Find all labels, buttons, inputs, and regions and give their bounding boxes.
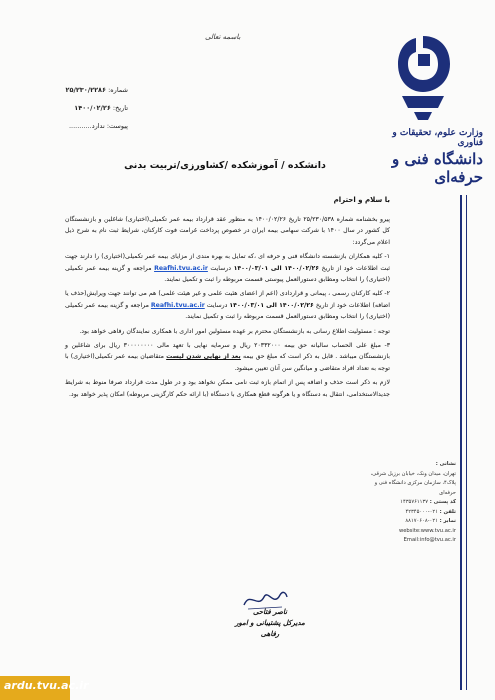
header-invocation: باسمه تعالی — [205, 33, 241, 41]
phone-number: ۰۲۱-۴۲۳۴۵۰۰۰ — [405, 508, 438, 515]
intro-paragraph: پیرو بخشنامه شماره ۲۵/۲۳۰/۵۳۸ تاریخ ۱۴۰۰/۰۲/۲۶ به منظور عقد قرارداد بیمه عمر تکمیلی(اختیاری) شاغلین و بازنشستگان کل کشور در سال ۱۴۰۰ با شرکت سهامی بیمه ایران در خصوص پرداخت غرامت فوت کارکنان، شرایط ثبت نام به شرح ذیل اعلام می‌گردد: — [65, 216, 391, 246]
item-2-from: ۱۴۰۰/۰۲/۲۶ الی — [266, 301, 314, 309]
signer-name: ناصر فتاحی — [252, 607, 288, 616]
number-label: شماره: — [108, 86, 128, 94]
item-2-site-text: درسایت — [204, 301, 230, 309]
number-value: ۲۵/۲۳۰/۲۲۸۶ — [65, 86, 106, 94]
postal-label: کد پستی : — [429, 499, 456, 505]
item-1-rest: مراجعه و گزینه بیمه عمر تکمیلی (اختیاری) را انتخاب ومطابق دستورالعمل پیوستی قسمت مربوطه را ثبت و تکمیل نمایند. — [65, 264, 390, 284]
fax-label: نمابر : — [439, 518, 456, 524]
item-2-rest: مراجعه و گزینه بیمه عمر تکمیلی (اختیاری) را انتخاب ومطابق دستورالعمل قسمت مربوطه را ثبت و تکمیل نمایند. — [65, 301, 390, 321]
item-2-to: ۱۴۰۰/۰۳/۰۱ — [229, 301, 265, 309]
item-3-underlined: بعد از نهایی شدن لیست — [166, 353, 241, 361]
university-logo-icon — [392, 30, 454, 122]
email-text: Email:info@tvu.ac.ir — [403, 537, 456, 543]
phone-label: تلفن : — [439, 508, 456, 515]
letter-number — [18, 86, 128, 94]
watermark-badge — [0, 676, 89, 700]
side-divider — [460, 195, 462, 690]
attachment-label: پیوست: — [106, 122, 128, 130]
item-1-text: ۱- کلیه همکاران بازنشسته دانشگاه فنی و حرفه ای ،که تمایل به بهره مندی از مزایای بیمه عمر تکمیلی(اختیاری) را دارند جهت ثبت اطلاعات خود از تاریخ — [65, 253, 390, 272]
website-text: website:www.tvu.ac.ir — [398, 527, 456, 534]
letter-meta — [18, 86, 128, 140]
signer-title: مدیرکل پشتیبانی و امور رفاهی — [235, 618, 305, 638]
letter-recipient: دانشکده / آموزشکده /کشاورزی/تربیت بدنی — [124, 160, 326, 171]
university-name: دانشگاه فنی و حرفه‌ای — [391, 150, 483, 186]
reafhi-link-2[interactable]: Reafhi.tvu.ac.ir — [150, 301, 205, 309]
date-value: ۱۴۰۰/۰۲/۲۶ — [74, 104, 111, 112]
item-2 — [65, 288, 390, 322]
item-1-from: ۱۴۰۰/۰۲/۲۶ الی — [270, 264, 320, 272]
date-label: تاریخ: — [112, 104, 128, 112]
closing-paragraph: لازم به ذکر است حذف و اضافه پس از اتمام بازه ثبت نامی ممکن نخواهد بود و در طول مدت قرارداد صرفا منوط به شرایط جدیدالاستخدامی، انتقال به دستگاه و یا هرگونه قطع همکاری با دستگاه (با ارائه حکم کارگزینی مربوطه) امکان پذیر خواهد بود. — [65, 379, 390, 398]
item-3-rest: متقاضیان بیمه عمر تکمیلی(اختیاری) با توجه به تعداد افراد متقاضی و میانگین سن آنان تعیین میشود. — [65, 353, 390, 372]
attachment-value: ندارد........... — [68, 122, 105, 130]
address-text: تهران، میدان ونک، خیابان برزیل شرقی، پلاک۴، سازمان مرکزی دانشگاه فنی و حرفه‌ای — [370, 470, 456, 496]
item-3-text: ۳- مبلغ علی الحساب سالیانه حق بیمه ۲۰۳۳۲۰۰۰ ریال و سرمایه نهایی با تعهد مالی ۳۰۰۰۰۰۰۰۰ ریال برای شاغلین و بازنشستگان میباشد . قابل به ذکر است که مبلغ حق بیمه — [65, 342, 391, 361]
letter-greeting: با سلام و احترام — [333, 196, 390, 204]
ministry-name: وزارت علوم، تحقیقات و فناوری — [392, 128, 483, 148]
address-label: نشانی : — [435, 461, 456, 467]
letter-attachment — [18, 122, 128, 130]
ministry-block — [365, 128, 483, 186]
letter-body — [65, 214, 390, 403]
item-1-site-text: درسایت — [207, 264, 234, 272]
item-3 — [65, 340, 390, 374]
reafhi-link-1[interactable]: Reafhi.tvu.ac.ir — [154, 264, 208, 272]
item-1-to: ۱۴۰۰/۰۳/۰۱ — [233, 264, 269, 272]
fax-number: ۰۲۱-۸۸۱۷۰۶۰۸ — [405, 518, 438, 524]
letter-date — [18, 104, 128, 112]
signature-block — [225, 606, 315, 639]
item-2-text: ۲- کلیه کارکنان رسمی ، پیمانی و قراردادی (اعم از اعضای هئیت علمی و غیر هیئت علمی) هم می توانند جهت ویرایش(حذف یا اضافه) اطلاعات خود از تاریخ — [65, 290, 391, 309]
note-paragraph: توجه : مسئولیت اطلاع رسانی به بازنشستگان محترم بر عهده مسئولین امور اداری با همکاری نمایندگان رفاهی خواهد بود. — [79, 327, 390, 335]
postal-code: ۱۴۳۵۷۶۱۱۳۷ — [400, 499, 429, 505]
watermark-text: ardu.tvu.ac.ir — [4, 679, 89, 692]
item-1 — [65, 251, 390, 285]
side-divider-thin — [466, 195, 467, 690]
contact-info — [360, 460, 456, 546]
